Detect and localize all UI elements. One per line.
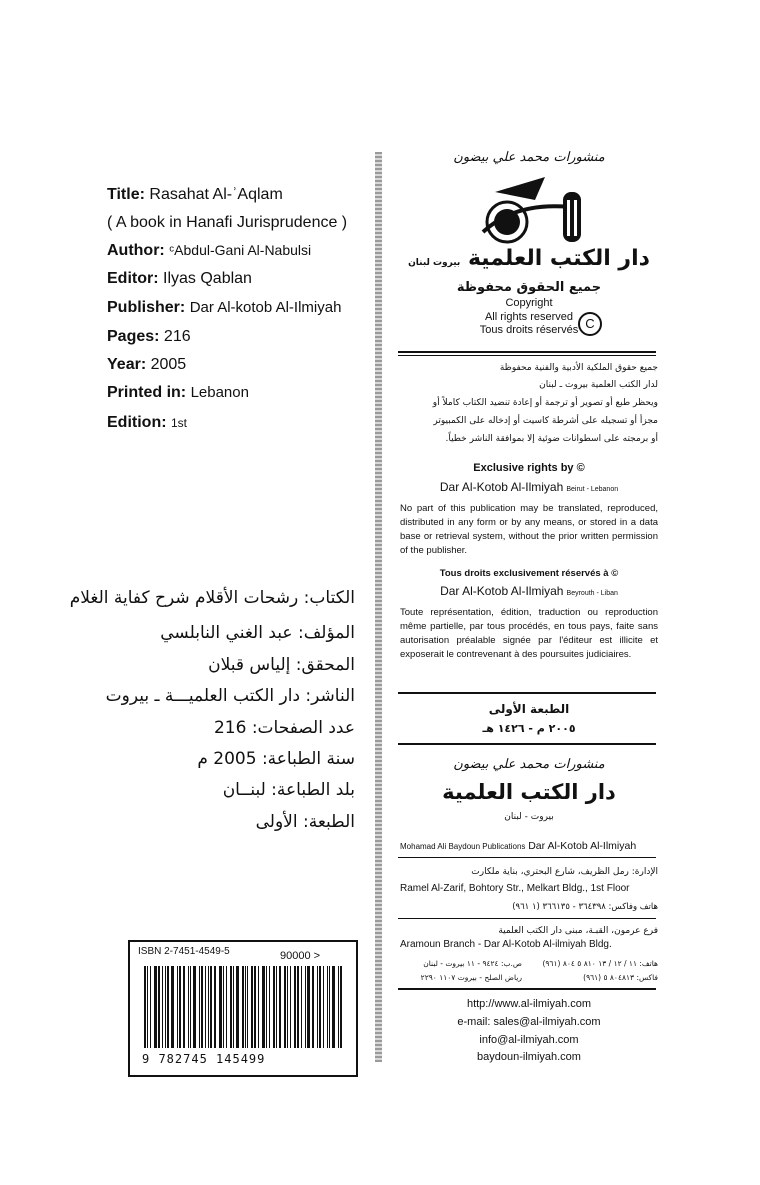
logo-city: بيروت لبنان	[408, 258, 461, 268]
barcode-bar	[290, 966, 291, 1048]
barcode-bar	[329, 966, 331, 1048]
barcode-bar	[236, 966, 239, 1048]
email-info-link[interactable]: info@al-ilmiyah.com	[479, 1034, 579, 1046]
barcode-bar	[214, 966, 216, 1048]
barcode-bar	[245, 966, 246, 1048]
barcode-bars	[144, 966, 344, 1048]
editor-value: Ilyas Qablan	[163, 270, 252, 287]
arabic-publisher-line: الناشر: دار الكتب العلميـــة ـ بيروت	[105, 686, 355, 706]
barcode-bar	[269, 966, 270, 1048]
barcode-bar	[332, 966, 335, 1048]
barcode-bar	[301, 966, 302, 1048]
right-rule-5	[398, 918, 656, 919]
barcode-bar	[150, 966, 151, 1048]
barcode-addon: 90000 >	[280, 950, 321, 962]
title-value: Rasahat Al-ʾAqlam	[149, 186, 283, 203]
logo-name: دار الكتب العلمية	[467, 246, 650, 271]
pages-line	[107, 328, 191, 346]
publisher-label: Publisher:	[107, 299, 186, 316]
barcode-bar	[230, 966, 232, 1048]
french-rights-body: Toute représentation, édition, traduction ou reproduction même partielle, par tous procédés, en tous pays, faite sans autorisation préalable signée par l'éditeur est illicite et exposerait le contrevenant à des poursuites judiciaires.	[400, 607, 658, 660]
arabic-notice-1: جميع حقوق الملكية الأدبية والفنية محفوظة	[499, 363, 658, 373]
series-heading-bottom: منشورات محمد علي بيضون	[453, 757, 605, 772]
barcode-bar	[247, 966, 248, 1048]
rights-arabic: جميع الحقوق محفوظة	[456, 280, 602, 295]
pages-label: Pages:	[107, 328, 160, 345]
bottom-logo-name: دار الكتب العلمية	[442, 780, 616, 804]
barcode-bar	[199, 966, 200, 1048]
publisher-value: Dar Al-kotob Al-Ilmiyah	[189, 299, 342, 316]
arabic-edition-line: الطبعة: الأولى	[255, 812, 355, 832]
barcode-bar	[251, 966, 253, 1048]
pages-value: 216	[163, 328, 191, 345]
barcode-bar	[210, 966, 212, 1048]
riyad-arabic: رياض الصلح - بيروت ١١٠٧ ٢٢٩٠	[420, 973, 522, 982]
barcode-bar	[208, 966, 209, 1048]
barcode-bar	[305, 966, 306, 1048]
website-link[interactable]: http://www.al-ilmiyah.com	[466, 998, 592, 1010]
branch-english: Aramoun Branch - Dar Al-Kotob Al-ilmiyah Bldg.	[400, 939, 612, 950]
isbn-text: ISBN 2-7451-4549-5	[138, 946, 230, 957]
barcode-bar	[284, 966, 287, 1048]
barcode-bar	[242, 966, 244, 1048]
barcode-bar	[233, 966, 234, 1048]
barcode-bar	[179, 966, 181, 1048]
barcode-bar	[144, 966, 146, 1048]
barcode-bar	[340, 966, 342, 1048]
barcode-bar	[319, 966, 321, 1048]
exclusive-rights-title: Exclusive rights by ©	[473, 462, 585, 474]
barcode-bar	[147, 966, 148, 1048]
barcode-bar	[307, 966, 310, 1048]
right-rule-6	[398, 988, 656, 990]
copyright-label: Copyright	[505, 297, 553, 309]
barcode-bar	[258, 966, 259, 1048]
year-value: 2005	[150, 356, 187, 373]
french-publisher-name: Dar Al-Kotob Al-Ilmiyah	[440, 584, 564, 598]
barcode-bar	[276, 966, 277, 1048]
bottom-logo-city: بيروت - لبنان	[504, 812, 554, 822]
right-rule-3	[398, 743, 656, 745]
all-rights-label: All rights reserved	[484, 311, 574, 323]
barcode-bar	[167, 966, 169, 1048]
barcode-digits: 9 782745 145499	[142, 1052, 266, 1066]
publications-line	[400, 840, 658, 852]
arabic-notice-5: أو برمجته على اسطوانات ضوئية إلا بموافقة الناشر خطياً.	[445, 434, 658, 444]
barcode-bar	[312, 966, 314, 1048]
year-line	[107, 356, 186, 374]
edition-value: 1st	[171, 416, 188, 430]
barcode-bar	[327, 966, 328, 1048]
barcode-bar	[165, 966, 166, 1048]
french-rights-title: Tous droits exclusivement réservés à ©	[439, 568, 619, 579]
barcode-bar	[219, 966, 222, 1048]
barcode-bar	[338, 966, 339, 1048]
fax-arabic: فاكس: ٨٠٤٨١٣ ٥ (٩٦١)	[583, 973, 658, 982]
exclusive-publisher-line	[400, 480, 658, 494]
right-rule-2	[398, 692, 656, 694]
author-line	[107, 242, 311, 260]
email-baydoun-link[interactable]: baydoun-ilmiyah.com	[477, 1051, 581, 1063]
series-heading: منشورات محمد علي بيضون	[453, 150, 605, 165]
arabic-notice-3: ويحظر طبع أو تصوير أو ترجمة أو إعادة تنضيد الكتاب كاملاً أو	[432, 398, 658, 408]
barcode-bar	[190, 966, 191, 1048]
barcode-bar	[193, 966, 196, 1048]
printed-label: Printed in:	[107, 384, 187, 401]
exclusive-publisher-name: Dar Al-Kotob Al-Ilmiyah	[439, 480, 564, 494]
right-rule-4	[398, 857, 656, 858]
barcode-bar	[154, 966, 157, 1048]
printed-value: Lebanon	[190, 384, 249, 401]
editor-line	[107, 270, 252, 288]
publications-right: Dar Al-Kotob Al-Ilmiyah	[528, 840, 637, 852]
barcode-bar	[294, 966, 296, 1048]
barcode-bar	[254, 966, 256, 1048]
barcode-bar	[323, 966, 324, 1048]
arabic-year-line: سنة الطباعة: 2005 م	[197, 749, 355, 769]
barcode-bar	[317, 966, 318, 1048]
year-label: Year:	[107, 356, 147, 373]
isbn-barcode	[128, 940, 358, 1077]
subtitle: ( A book in Hanafi Jurisprudence )	[107, 214, 348, 231]
barcode-bar	[205, 966, 206, 1048]
barcode-bar	[287, 966, 288, 1048]
exclusive-publisher-city: Beirut - Lebanon	[566, 486, 619, 493]
tous-droits-label: Tous droits réservés	[479, 324, 579, 336]
copyright-icon: C	[578, 312, 602, 336]
barcode-bar	[266, 966, 267, 1048]
french-publisher-city: Beyrouth - Liban	[566, 590, 618, 597]
arabic-book-line: الكتاب: رشحات الأقلام شرح كفاية الغلام	[69, 588, 355, 608]
barcode-bar	[273, 966, 275, 1048]
barcode-bar	[158, 966, 160, 1048]
publisher-emblem-icon	[475, 172, 590, 247]
branch-arabic: فرع عرمون، القبـة، مبنى دار الكتب العلمية	[498, 926, 658, 936]
editor-label: Editor:	[107, 270, 159, 287]
edition-label: Edition:	[107, 414, 167, 431]
right-rule-1	[398, 351, 656, 353]
publisher-logo-name	[400, 246, 658, 271]
publisher-line	[107, 299, 341, 317]
title-line	[107, 186, 283, 204]
barcode-bar	[297, 966, 299, 1048]
author-value: ᶜAbdul-Gani Al-Nabulsi	[169, 242, 312, 258]
barcode-bar	[162, 966, 163, 1048]
edition-arabic: الطبعة الأولى	[488, 702, 570, 716]
barcode-bar	[201, 966, 203, 1048]
arabic-pages-line: عدد الصفحات: 216	[213, 718, 355, 738]
arabic-notice-4: مجزأ أو تسجيله على أشرطة كاسيت أو إدخاله على الكمبيوتر	[433, 416, 658, 426]
barcode-bar	[171, 966, 174, 1048]
page-divider	[375, 152, 382, 1062]
publications-left: Mohamad Ali Baydoun Publications	[400, 842, 526, 851]
barcode-bar	[177, 966, 178, 1048]
right-rule-1b	[398, 355, 656, 356]
barcode-bar	[262, 966, 265, 1048]
po-box-arabic: ص.ب: ٩٤٢٤ - ١١ بيروت - لبنان	[423, 959, 522, 968]
exclusive-rights-body: No part of this publication may be translated, reproduced, distributed in any form or by any means, or stored in a data base or retrieval system, without the prior written permission of the publisher.	[400, 503, 658, 556]
author-label: Author:	[107, 242, 165, 259]
telephone-arabic: هاتف: ١١ / ١٢ / ١٣ ٨١٠ ٥ ٨٠٤ (٩٦١)	[542, 959, 658, 968]
phone-arabic: هاتف وفاكس: ٣٦٤٣٩٨ - ٣٦٦١٣٥ (١ ٩٦١)	[512, 902, 658, 912]
arabic-country-line: بلد الطباعة: لبنــان	[222, 780, 355, 800]
printed-line	[107, 384, 249, 402]
barcode-bar	[223, 966, 224, 1048]
barcode-bar	[188, 966, 189, 1048]
edition-line	[107, 414, 187, 432]
barcode-bar	[183, 966, 185, 1048]
arabic-author-line: المؤلف: عبد الغني النابلسي	[160, 623, 355, 643]
title-label: Title:	[107, 186, 145, 203]
arabic-notice-2: لدار الكتب العلمية بيروت ـ لبنان	[539, 380, 658, 390]
edition-date-arabic: ٢٠٠٥ م - ١٤٢٦ هـ	[482, 722, 576, 735]
barcode-bar	[279, 966, 281, 1048]
barcode-bar	[226, 966, 227, 1048]
admin-english: Ramel Al-Zarif, Bohtory Str., Melkart Bldg., 1st Floor	[400, 883, 630, 894]
email-link[interactable]: e-mail: sales@al-ilmiyah.com	[457, 1016, 601, 1028]
arabic-editor-line: المحقق: إلياس قبلان	[208, 655, 355, 675]
french-publisher-line	[400, 584, 658, 598]
admin-arabic: الإدارة: رمل الظريف، شارع البحتري، بناية ملكارت	[471, 867, 658, 877]
